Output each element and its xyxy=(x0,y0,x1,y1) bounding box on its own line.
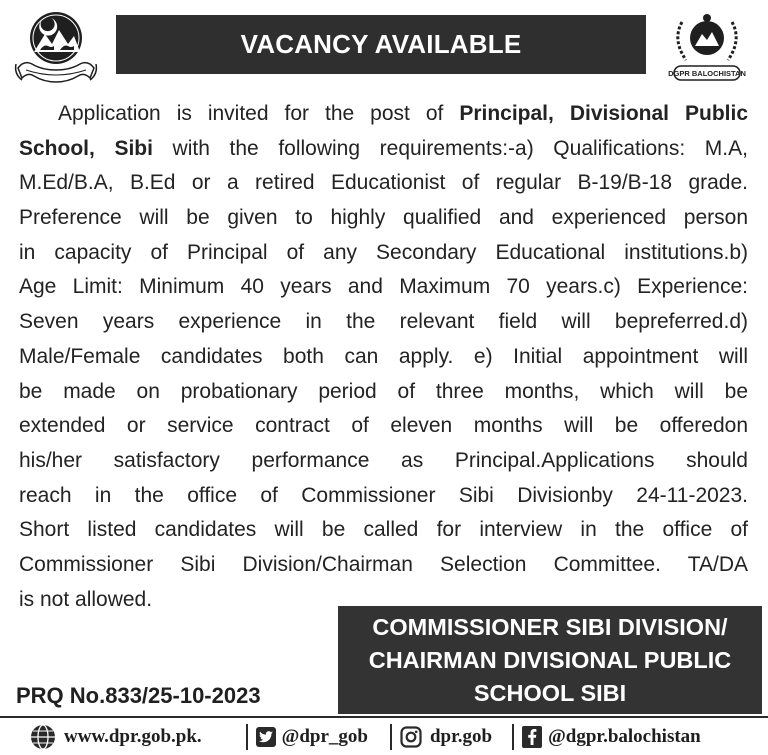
dgpr-label: DGPR BALOCHISTAN xyxy=(668,69,746,78)
body-line-7: Seven years experience in the relevant field will bepreferred.d) xyxy=(19,310,748,334)
signature-line-2: CHAIRMAN DIVISIONAL PUBLIC xyxy=(368,646,732,673)
body-line-4: Preference will be given to highly qualified and experienced person xyxy=(19,206,748,230)
body-line-15: is not allowed. xyxy=(19,587,153,611)
vacancy-body xyxy=(19,97,748,617)
body-line-2: School, Sibi with the following requirements:-a) Qualifications: M.A, xyxy=(19,136,748,160)
body-line-3: M.Ed/B.A, B.Ed or a retired Educationist of regular B-19/B-18 grade. xyxy=(19,171,748,195)
footer-divider xyxy=(246,724,248,750)
footer-website[interactable] xyxy=(30,724,202,750)
signature-block xyxy=(338,606,762,714)
footer-divider xyxy=(390,724,392,750)
body-line-5: in capacity of Principal of any Secondary Educational institutions.b) xyxy=(19,240,748,264)
prq-number: PRQ No.833/25-10-2023 xyxy=(16,683,261,708)
dgpr-logo xyxy=(662,8,752,84)
footer-instagram[interactable] xyxy=(400,726,492,748)
body-line-14: Commissioner Sibi Division/Chairman Selection Committee. TA/DA xyxy=(19,552,748,576)
footer-twitter[interactable] xyxy=(256,726,368,748)
twitter-handle: @dpr_gob xyxy=(281,725,368,747)
instagram-icon xyxy=(400,726,422,748)
balochistan-emblem-icon xyxy=(12,6,100,90)
facebook-handle: @dgpr.balochistan xyxy=(548,725,701,747)
signature-line-1: COMMISSIONER SIBI DIVISION/ xyxy=(372,613,728,640)
twitter-icon xyxy=(256,727,276,747)
body-line-10: extended or service contract of eleven months will be offeredon xyxy=(19,414,748,438)
facebook-icon xyxy=(522,726,542,748)
website-text: www.dpr.gob.pk. xyxy=(64,725,202,747)
body-line-9: be made on probationary period of three months, which will be xyxy=(19,379,748,403)
body-line-11: his/her satisfactory performance as Principal.Applications should xyxy=(19,448,748,472)
signature-line-3: SCHOOL SIBI xyxy=(473,679,627,706)
body-line-12: reach in the office of Commissioner Sibi Divisionby 24-11-2023. xyxy=(19,483,748,507)
footer-bar xyxy=(0,716,768,755)
body-line-8: Male/Female candidates both can apply. e) Initial appointment will xyxy=(19,344,748,368)
body-line-6: Age Limit: Minimum 40 years and Maximum 70 years.c) Experience: xyxy=(19,275,748,299)
vacancy-title-bar: VACANCY AVAILABLE xyxy=(116,15,646,74)
body-line-1: Application is invited for the post of Principal, Divisional Public xyxy=(58,102,748,125)
instagram-handle: dpr.gob xyxy=(429,725,493,747)
footer-divider xyxy=(512,724,514,750)
footer-facebook[interactable] xyxy=(522,726,701,748)
body-line-13: Short listed candidates will be called for interview in the office of xyxy=(19,518,748,542)
globe-icon xyxy=(30,724,56,750)
dgpr-emblem-icon xyxy=(662,8,752,84)
